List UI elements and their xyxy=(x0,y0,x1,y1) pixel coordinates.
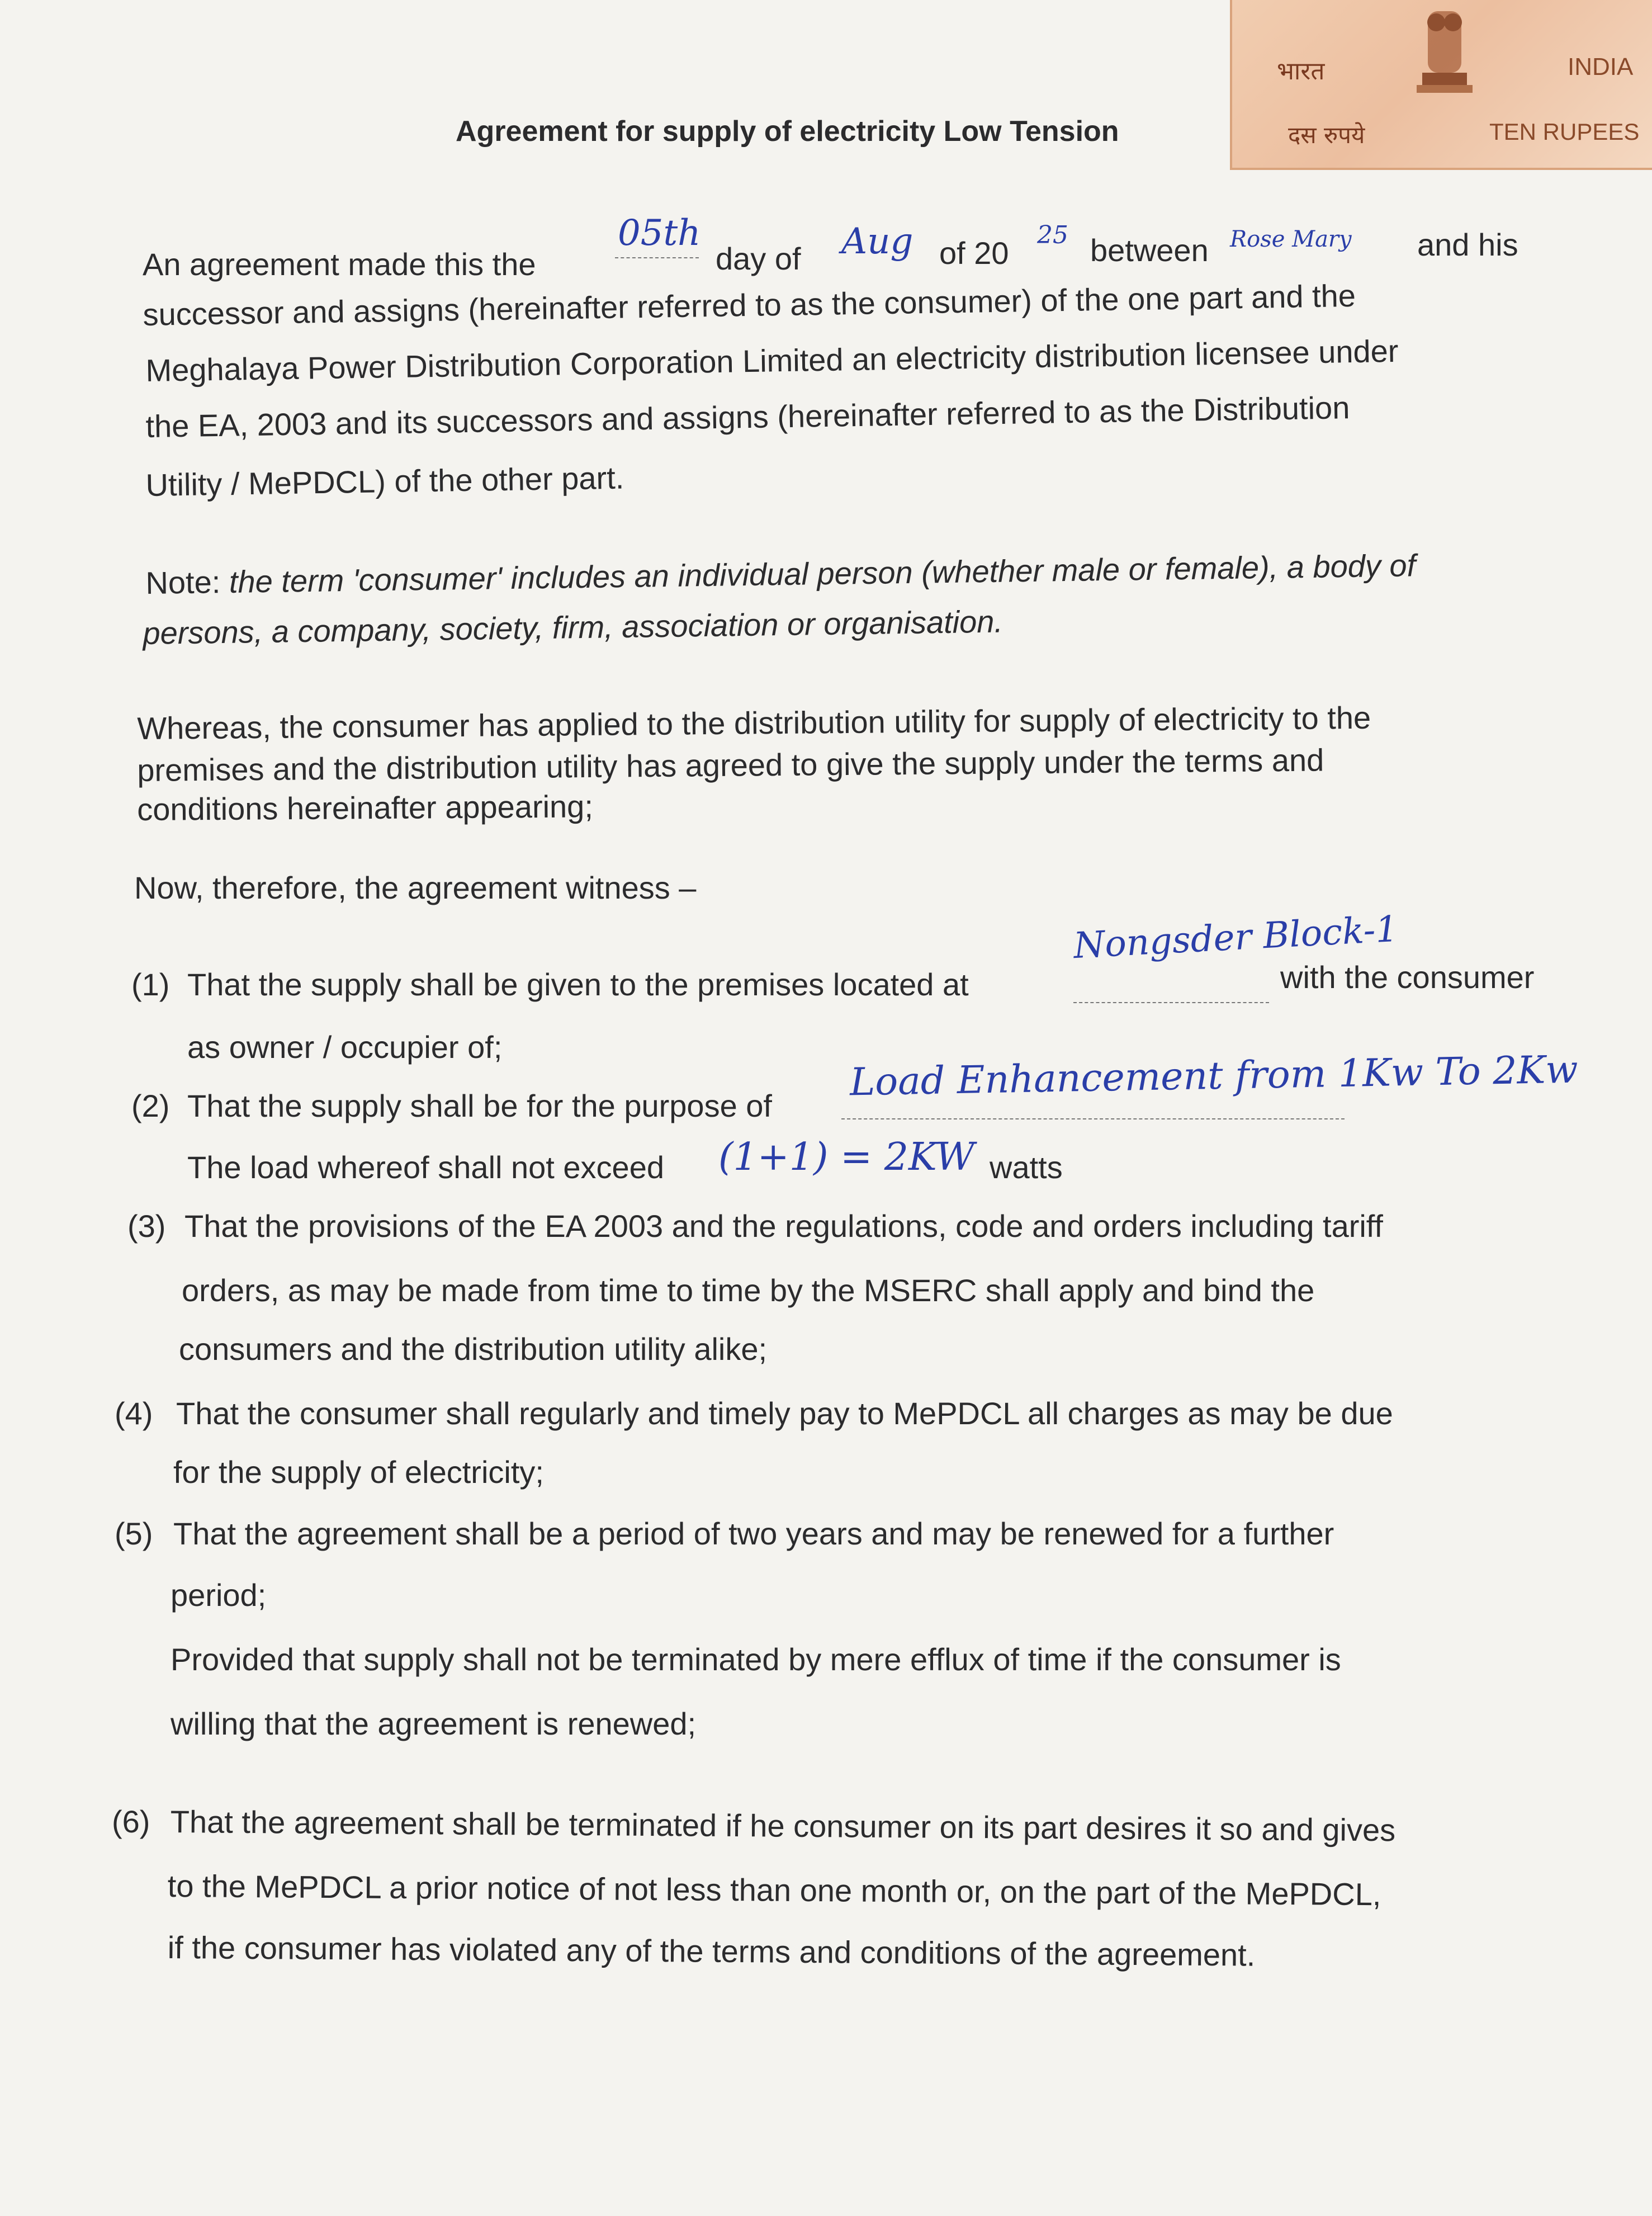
now-therefore: Now, therefore, the agreement witness – xyxy=(134,870,697,905)
clause-1-number: (1) xyxy=(131,967,170,1002)
clause-3-line-3: consumers and the distribution utility alike; xyxy=(179,1331,768,1367)
note-label: Note: xyxy=(145,564,221,601)
clause-2-text-a: That the supply shall be for the purpose of xyxy=(187,1088,772,1123)
emblem-icon xyxy=(1411,0,1478,112)
clause-4-line-2: for the supply of electricity; xyxy=(173,1454,544,1490)
intro-line-1e: and his xyxy=(1417,227,1518,262)
clause-5-line-4: willing that the agreement is renewed; xyxy=(171,1706,697,1741)
clause-2-text-c: watts xyxy=(990,1150,1063,1185)
handwritten-month: Aug xyxy=(841,221,913,262)
handwritten-load: (1+1) = 2KW xyxy=(718,1135,975,1179)
premises-blank xyxy=(1073,1002,1269,1003)
clause-2-text-b: The load whereof shall not exceed xyxy=(187,1150,664,1185)
clause-5-line-3: Provided that supply shall not be terminated by mere efflux of time if the consumer is xyxy=(171,1642,1341,1677)
document-title: Agreement for supply of electricity Low Tension xyxy=(456,115,1119,148)
note-text-1: the term 'consumer' includes an individual person (whether male or female), a body of xyxy=(229,547,1416,599)
whereas-line-1: Whereas, the consumer has applied to the distribution utility for supply of electricity to the xyxy=(137,700,1371,746)
stamp-paper xyxy=(1230,0,1652,170)
handwritten-consumer-name: Rose Mary xyxy=(1230,226,1352,252)
clause-3-line-2: orders, as may be made from time to time by the MSERC shall apply and bind the xyxy=(182,1273,1315,1308)
whereas-line-3: conditions hereinafter appearing; xyxy=(137,788,594,827)
clause-5-line-1: That the agreement shall be a period of two years and may be renewed for a further xyxy=(173,1516,1334,1551)
intro-line-1d: between xyxy=(1090,233,1209,268)
stamp-value: TEN RUPEES xyxy=(1489,119,1640,145)
intro-line-1b: day of xyxy=(716,241,801,276)
intro-line-1c: of 20 xyxy=(939,235,1009,271)
note-line-2: persons, a company, society, firm, association or organisation. xyxy=(143,603,1003,651)
clause-1-text-b: with the consumer xyxy=(1280,960,1535,995)
whereas-line-2: premises and the distribution utility has agreed to give the supply under the terms and xyxy=(137,742,1324,788)
intro-line-5: Utility / MePDCL) of the other part. xyxy=(145,460,624,503)
handwritten-premises: Nongsder Block-1 xyxy=(1072,908,1399,967)
intro-line-2: successor and assigns (hereinafter referred to as the consumer) of the one part and the xyxy=(143,277,1356,332)
note-line-1 xyxy=(145,547,1416,601)
handwritten-purpose: Load Enhancement from 1Kw To 2Kw xyxy=(849,1047,1579,1105)
stamp-value-hindi: दस रुपये xyxy=(1288,121,1365,149)
clause-1-text-c: as owner / occupier of; xyxy=(187,1029,503,1065)
clause-6-line-2: to the MePDCL a prior notice of not less than one month or, on the part of the MePDCL, xyxy=(167,1868,1381,1912)
handwritten-year: 25 xyxy=(1037,221,1068,249)
clause-5-line-2: period; xyxy=(171,1577,267,1613)
intro-line-1a: An agreement made this the xyxy=(143,247,536,282)
clause-3-number: (3) xyxy=(127,1208,166,1244)
stamp-country-hindi: भारत xyxy=(1277,57,1325,86)
intro-line-4: the EA, 2003 and its successors and assigns (hereinafter referred to as the Distribution xyxy=(145,390,1350,444)
purpose-blank xyxy=(841,1118,1345,1119)
clause-4-number: (4) xyxy=(115,1396,153,1431)
clause-6-line-3: if the consumer has violated any of the terms and conditions of the agreement. xyxy=(167,1930,1256,1973)
clause-5-number: (5) xyxy=(115,1516,153,1551)
clause-2-number: (2) xyxy=(131,1088,170,1123)
clause-4-line-1: That the consumer shall regularly and timely pay to MePDCL all charges as may be due xyxy=(176,1396,1393,1431)
handwritten-day: 05th xyxy=(618,212,701,254)
clause-6-number: (6) xyxy=(112,1804,150,1839)
clause-6-line-1: That the agreement shall be terminated if he consumer on its part desires it so and gives xyxy=(170,1804,1396,1848)
clause-3-line-1: That the provisions of the EA 2003 and the regulations, code and orders including tariff xyxy=(184,1208,1383,1244)
day-blank xyxy=(615,257,699,258)
clause-1-text-a: That the supply shall be given to the premises located at xyxy=(187,967,969,1002)
stamp-country: INDIA xyxy=(1568,53,1634,81)
intro-line-3: Meghalaya Power Distribution Corporation Limited an electricity distribution licensee under xyxy=(145,333,1399,388)
